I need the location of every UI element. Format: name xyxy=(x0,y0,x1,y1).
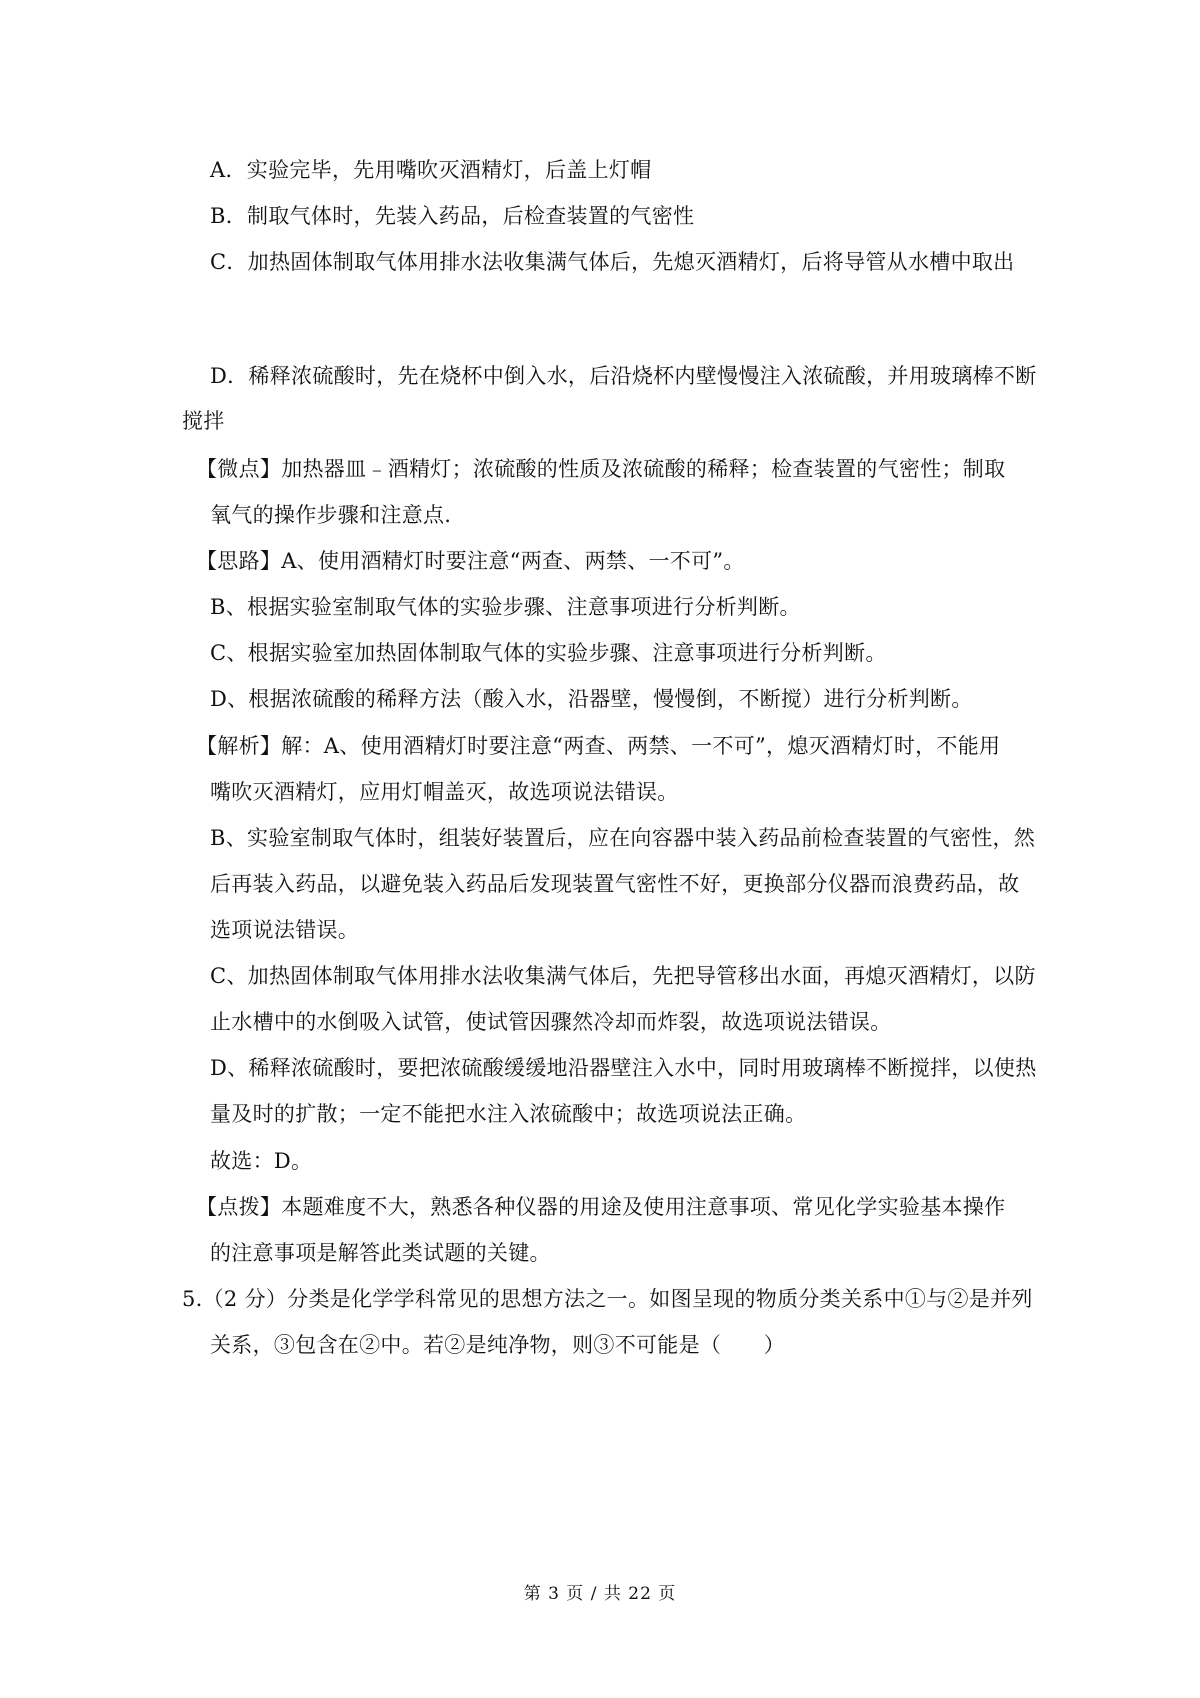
analysis-c-line-2: 止水槽中的水倒吸入试管，使试管因骤然冷却而炸裂，故选项说法错误。 xyxy=(210,1010,892,1034)
approach-line-1: 【思路】A、使用酒精灯时要注意“两查、两禁、一不可”。 xyxy=(196,549,745,573)
keypoint-line-1: 【微点】加热器皿﹣酒精灯；浓硫酸的性质及浓硫酸的稀释；检查装置的气密性；制取 xyxy=(196,457,1006,481)
analysis-d-line-2: 量及时的扩散；一定不能把水注入浓硫酸中；故选项说法正确。 xyxy=(210,1102,807,1126)
analysis-d-line-1: D、稀释浓硫酸时，要把浓硫酸缓缓地沿器壁注入水中，同时用玻璃棒不断搅拌，以使热 xyxy=(210,1056,1037,1080)
option-d-line-2: 搅拌 xyxy=(182,409,225,433)
tip-line-2: 的注意事项是解答此类试题的关键。 xyxy=(210,1241,551,1265)
tip-line-1: 【点拨】本题难度不大，熟悉各种仪器的用途及使用注意事项、常见化学实验基本操作 xyxy=(196,1195,1006,1219)
analysis-answer: 故选：D。 xyxy=(210,1149,313,1173)
option-a: A．实验完毕，先用嘴吹灭酒精灯，后盖上灯帽 xyxy=(210,158,652,182)
approach-line-2: B、根据实验室制取气体的实验步骤、注意事项进行分析判断。 xyxy=(210,595,801,619)
option-d-line-1: D．稀释浓硫酸时，先在烧杯中倒入水，后沿烧杯内壁慢慢注入浓硫酸，并用玻璃棒不断 xyxy=(210,364,1037,388)
question-5-line-2: 关系，③包含在②中。若②是纯净物，则③不可能是（ ） xyxy=(210,1333,786,1357)
analysis-a-line-1: 【解析】解：A、使用酒精灯时要注意“两查、两禁、一不可”，熄灭酒精灯时，不能用 xyxy=(196,734,1001,758)
analysis-a-line-2: 嘴吹灭酒精灯，应用灯帽盖灭，故选项说法错误。 xyxy=(210,780,679,804)
option-c: C．加热固体制取气体用排水法收集满气体后，先熄灭酒精灯，后将导管从水槽中取出 xyxy=(210,250,1015,274)
approach-line-4: D、根据浓硫酸的稀释方法（酸入水，沿器壁，慢慢倒，不断搅）进行分析判断。 xyxy=(210,687,973,711)
analysis-b-line-3: 选项说法错误。 xyxy=(210,918,360,942)
approach-line-3: C、根据实验室加热固体制取气体的实验步骤、注意事项进行分析判断。 xyxy=(210,641,887,665)
analysis-c-line-1: C、加热固体制取气体用排水法收集满气体后，先把导管移出水面，再熄灭酒精灯，以防 xyxy=(210,964,1036,988)
analysis-b-line-1: B、实验室制取气体时，组装好装置后，应在向容器中装入药品前检查装置的气密性，然 xyxy=(210,826,1036,850)
option-b: B．制取气体时，先装入药品，后检查装置的气密性 xyxy=(210,204,695,228)
question-5-line-1: 5.（2 分）分类是化学学科常见的思想方法之一。如图呈现的物质分类关系中①与②是并列 xyxy=(182,1287,1033,1311)
keypoint-line-2: 氧气的操作步骤和注意点. xyxy=(210,503,452,527)
page-footer: 第 3 页 / 共 22 页 xyxy=(523,1584,677,1604)
analysis-b-line-2: 后再装入药品，以避免装入药品后发现装置气密性不好，更换部分仪器而浪费药品，故 xyxy=(210,872,1020,896)
